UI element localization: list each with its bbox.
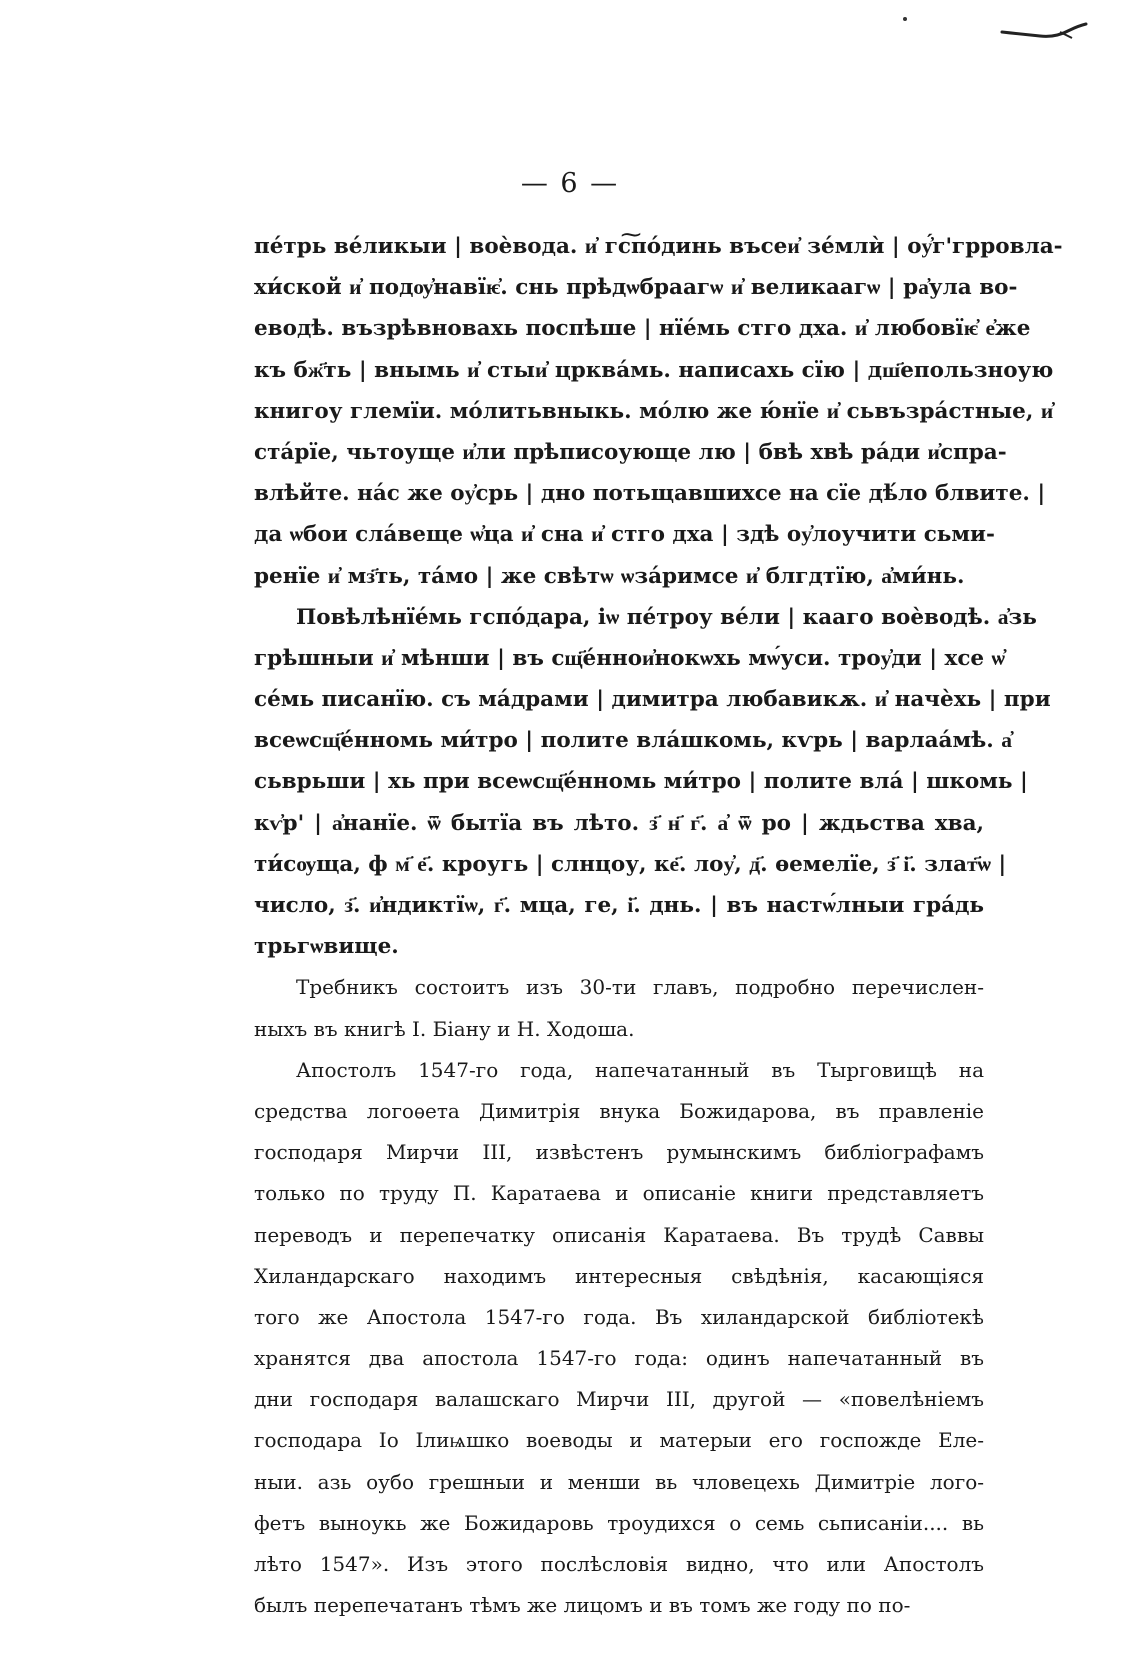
- text-line: фетъ выноукь же Божидаровь троудихся о семь сьписаніи.... вь: [254, 1510, 984, 1535]
- text-line: лѣто 1547». Изъ этого послѣсловія видно, что или Апостолъ: [254, 1552, 984, 1576]
- text-line: число, з҃. и҆ндиктїѡ, г҃. мца, ге, і҃. днь. | въ настѡ́лныи гра́дь: [254, 893, 984, 918]
- paragraph-p4: [254, 1050, 984, 1627]
- text-line: ста́рїе, чьтоуще и҆ли прѣписоующе лю | бвѣ хвѣ ра́ди и҆спра-: [254, 439, 1007, 465]
- text-line: только по труду П. Каратаева и описаніе книги представляетъ: [254, 1181, 984, 1206]
- text-line: хи́ской и҆ подѹ҆навїѥ҆. снь прѣдѡбраагѡ и҆ великаагѡ | ра҆ула во-: [254, 275, 1018, 301]
- text-line: влѣйте. на́с же оу҆срь | дно потьщавшихсе на сїе дѣ́ло блвите. |: [254, 481, 1046, 507]
- paragraph-p1: [254, 226, 1063, 597]
- text-line: былъ перепечатанъ тѣмъ же лицомъ и въ томъ же году по по-: [254, 1593, 911, 1618]
- text-line: се́мь писанїю. съ ма́драми | димитра любавикѫ. и҆ начѐхь | при: [254, 687, 1051, 713]
- text-line: ныхъ въ книгѣ І. Біану и Н. Ходоша.: [254, 1016, 635, 1041]
- paragraph-p2: [254, 597, 1051, 968]
- paragraph-p3: [254, 967, 984, 1049]
- text-line: того же Апостола 1547-го года. Въ хиландарской библіотекѣ: [254, 1304, 984, 1329]
- corner-dot-icon: [900, 14, 910, 24]
- text-line: хранятся два апостола 1547-го года: одинъ напечатанный въ: [254, 1346, 984, 1371]
- text-line: ти́сѹща, ф м҃ е҃. кроугь | слнцоу, ке҃. лоу҆, д҃. ѳемелїе, з҃ і҃. злат҃ѡ |: [254, 851, 1007, 877]
- text-line: книгоу глемїи. мо́литьвныкь. мо́лю же ю́нїе и҆ сьвъзра́стные, и҆: [254, 398, 1054, 424]
- text-line: ныи. азь оубо грешныи и менши вь чловецехь Димитріе логo-: [254, 1469, 984, 1494]
- text-line: сьврьши | хь при всеѡсщ҃е́нномь ми́тро | полите вла́ | шкомь |: [254, 769, 1028, 795]
- text-line: господара Іо Ілиѩшко воеводы и матерыи его госпожде Еле-: [254, 1428, 984, 1453]
- text-line: пе́трь ве́ликыи | воѐвода. и҆ гс͠по́динь въсеи҆ зе́млѝ | оу҆́г'грровла-: [254, 234, 1063, 259]
- text-line: къ бж҃ть | внымь и҆ стыи҆ црква́мь. написахь сїю | дш҃епользноую: [254, 357, 1054, 383]
- page-number: — 6 —: [520, 168, 620, 199]
- text-line: Апостолъ 1547-го года, напечатанный въ Тырговищѣ на: [296, 1057, 984, 1082]
- text-line: средства логоѳета Димитрія внука Божидарова, въ правленіе: [254, 1098, 984, 1123]
- text-line: да ѡбои сла́веще ѡ҆ца и҆ сна и҆ стго дха | здѣ оу҆лоучити сьми-: [254, 522, 995, 548]
- text-line: еводѣ. възрѣвновахь поспѣше | нїе́мь стго дха. и҆ любовїѥ҆ е҆же: [254, 316, 1031, 342]
- page-text: [254, 226, 1063, 1626]
- text-line: Требникъ состоитъ изъ 30-ти главъ, подробно перечислен-: [296, 975, 984, 1000]
- text-line: дни господаря валашскаго Мирчи III, другой — «повелѣніемъ: [254, 1387, 984, 1412]
- text-line: всеѡсщ҃е́нномь ми́тро | полите вла́шкомь, кѵрь | варлаа́мѣ. а҆: [254, 728, 1012, 754]
- text-line: Хиландарскаго находимъ интересныя свѣдѣнія, касающіяся: [254, 1263, 984, 1288]
- text-line: переводъ и перепечатку описанія Каратаева. Въ трудѣ Саввы: [254, 1222, 984, 1247]
- text-line: кѵ҆р' | а҆нанїе. ѿ бытїа въ лѣто. з҃ н҃ г҃. а҆ ѿ ро | ждьства хва,: [254, 810, 984, 836]
- corner-pen-mark-icon: [1000, 18, 1090, 48]
- text-line: грѣшныи и҆ мѣнши | въ сщ҃е́ннои҆нокѡхь мѡ́уси. троу҆ди | хсе ѡ҆: [254, 645, 1005, 671]
- text-line: трьгѡвище.: [254, 934, 399, 960]
- text-line: Повѣлѣнїе́мь гспо́дара, іѡ пе́троу ве́ли | кааго воѐводѣ. а҆зь: [296, 604, 1037, 630]
- text-line: ренїе и҆ мз҃ть, та́мо | же свѣтѡ ѡза́римсе и҆ блгдтїю, а҆ми́нь.: [254, 563, 965, 589]
- text-line: господаря Мирчи III, извѣстенъ румынскимъ библіографамъ: [254, 1140, 984, 1165]
